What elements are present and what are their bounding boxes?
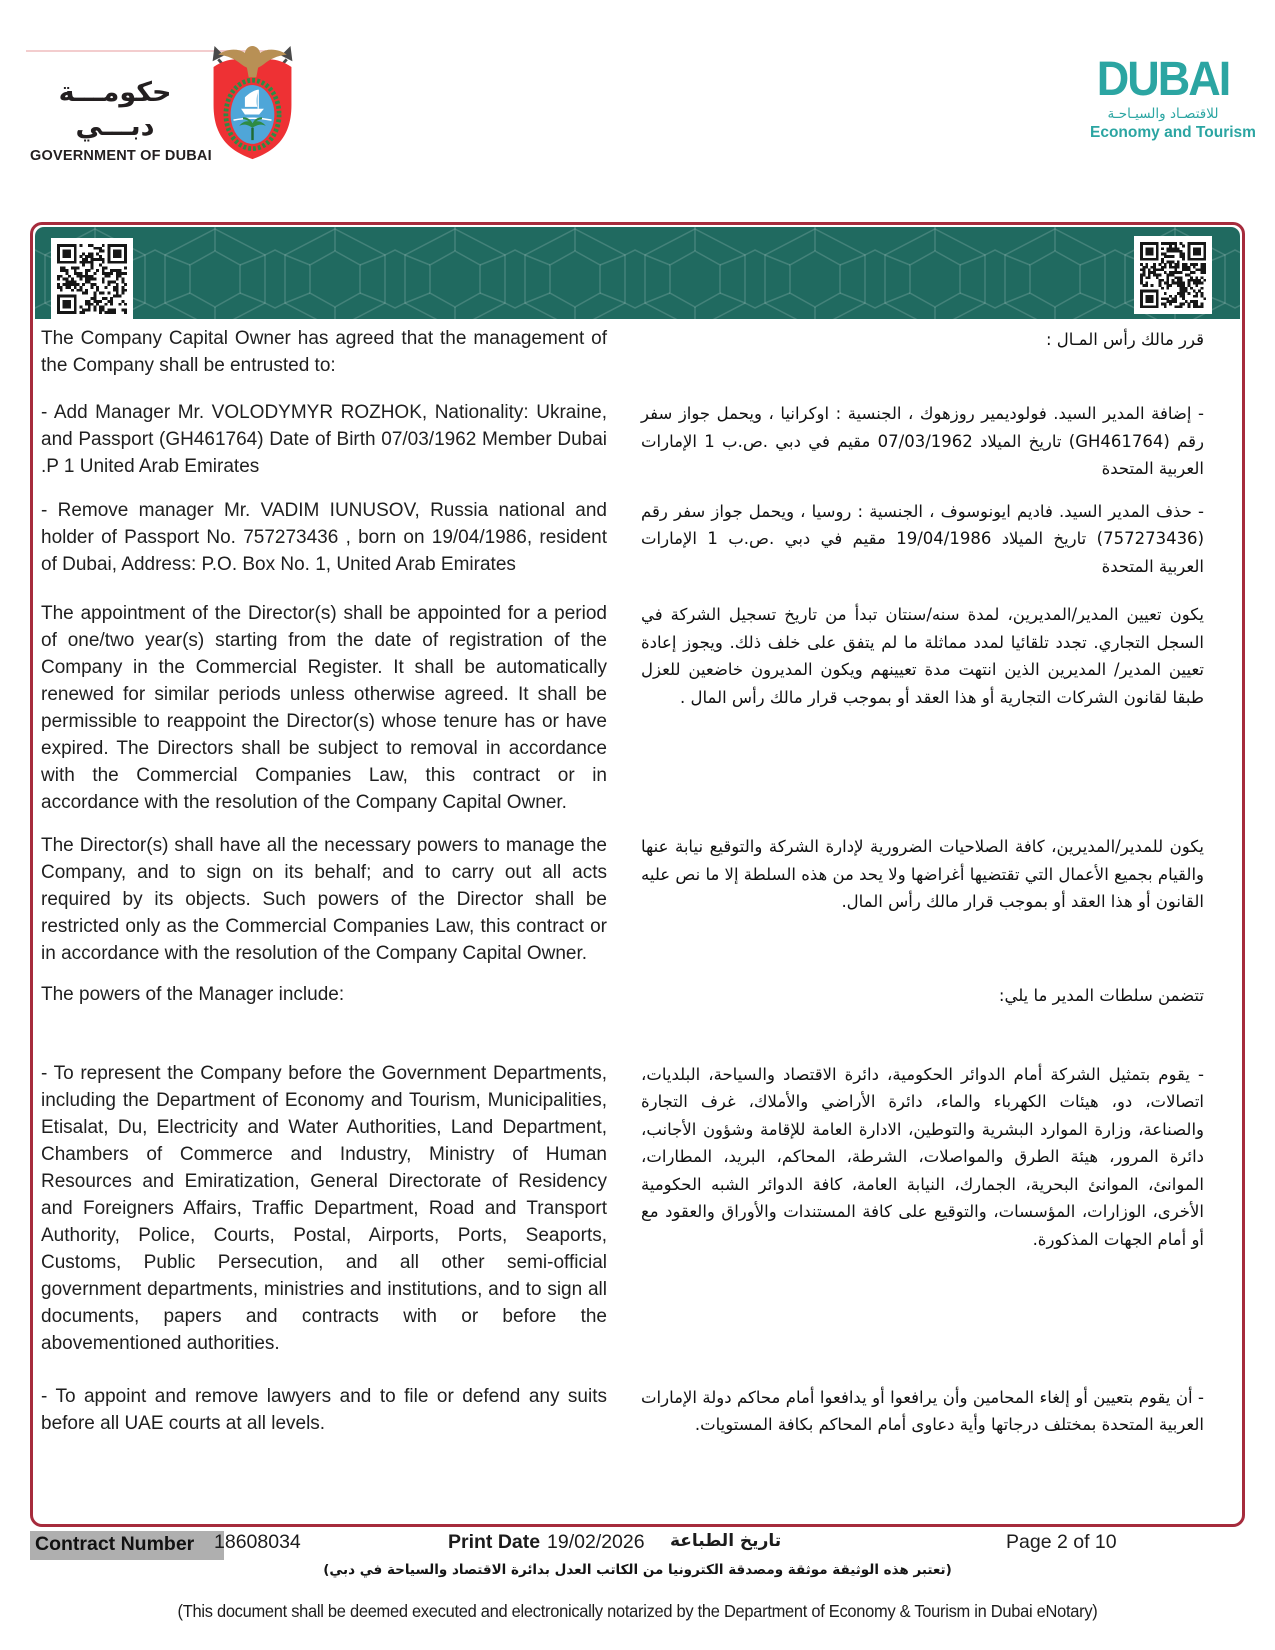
hexagon-pattern-background (35, 227, 1240, 319)
economy-tourism-arabic-text: للاقتصـاد والسيـاحـة (1107, 106, 1219, 122)
clause-row (41, 399, 1204, 483)
dubai-wordmark: DUBAI (1096, 50, 1230, 106)
qr-code-left (51, 238, 133, 319)
notary-note-arabic: (تعتبر هذه الوثيقة موثقة ومصدقة الكترونيا من الكاتب العدل بدائرة الاقتصاد والسياحة في دبي) (323, 1562, 952, 1578)
ar-paragraph-7: - يقوم بتمثيل الشركة أمام الدوائر الحكومية، دائرة الاقتصاد والسياحة، البلديات، اتصالات، دو، هيئات الكهرباء والماء، دائرة الأراضي والأملاك، غرف التجارة والصناعة، وزارة الموارد البشرية والتوطين، الادارة العامة للإقامة وشؤون الأجانب، دائرة المرور، هيئة الطرق والمواصلات، الشرطة، المحاكم، البريد، المطارات، الموانئ، الموانئ البحرية، الجمارك، النيابة العامة، كافة الدوائر الشبه الحكومية الأخرى، الوزارات، المؤسسات، والتوقيع على كافة المستندات والأوراق والعقود مع أو أمام الجهات المذكورة. (641, 1064, 1204, 1249)
en-paragraph-7: - To represent the Company before the Government Departments, including the Department of Economy and Tourism, Municipalities, Etisalat, Du, Electricity and Water Authorities, Land Department, Chambers of Commerce and Industry, Ministry of Human Resources and Emiratization, General Directorate of Residency and Foreigners Affairs, Traffic Department, Road and Transport Authority, Police, Courts, Postal, Airports, Ports, Seaports, Customs, Public Persecution, and all other semi-official government departments, ministries and institutions, and to sign all documents, papers and contracts with or before the abovementioned authorities. (41, 1062, 607, 1354)
notary-note-english: (This document shall be deemed executed and electronically notarized by the Department of Economy & Tourism in Dubai eNotary) (177, 1601, 1098, 1621)
bilingual-content (41, 325, 1204, 1439)
clause-row (41, 600, 1204, 816)
print-date-value: 19/02/2026 (547, 1531, 645, 1553)
government-logo-english-text: GOVERNMENT OF DUBAI (30, 148, 212, 164)
ar-paragraph-6: تتضمن سلطات المدير ما يلي: (998, 986, 1204, 1005)
en-paragraph-2: - Add Manager Mr. VOLODYMYR ROZHOK, Nationality: Ukraine, and Passport (GH461764) Date of Birth 07/03/1962 Member Dubai .P 1 United Arab Emirates (41, 402, 607, 477)
en-paragraph-8: - To appoint and remove lawyers and to file or defend any suits before all UAE courts at all levels. (41, 1385, 607, 1434)
ar-paragraph-3: - حذف المدير السيد. فاديم ايونوسوف ، الجنسية : روسيا ، ويحمل جواز سفر رقم (757273436) تاريخ الميلاد 19/04/1986 مقيم في دبي .ص.ب 1 الإمارات العربية المتحدة (641, 501, 1204, 576)
government-of-dubai-logo (30, 76, 212, 164)
page-footer (30, 1531, 1245, 1561)
economy-and-tourism-logo (1090, 50, 1256, 142)
en-paragraph-4: The appointment of the Director(s) shall be appointed for a period of one/two year(s) starting from the date of registration of the Company in the Commercial Register. It shall be automatically renewed for similar periods unless otherwise agreed. It shall be permissible to reappoint the Director(s) whose tenure has or have expired. The Directors shall be subject to removal in accordance with the Commercial Companies Law, this contract or in accordance with the resolution of the Company Capital Owner. (41, 603, 607, 813)
decorative-teal-banner (35, 227, 1240, 319)
economy-tourism-english-text: Economy and Tourism (1090, 124, 1256, 141)
page-number: Page 2 of 10 (1006, 1531, 1117, 1553)
contract-number-label: Contract Number (30, 1531, 224, 1560)
en-paragraph-5: The Director(s) shall have all the necessary powers to manage the Company, and to sign on its behalf; and to carry out all acts required by its objects. Such powers of the Director shall be restricted only as the Commercial Companies Law, this contract or in accordance with the resolution of the Company Capital Owner. (41, 835, 607, 964)
ar-paragraph-8: - أن يقوم بتعيين أو إلغاء المحامين وأن يرافعوا أو يدافعوا أمام محاكم دولة الإمارات العربية المتحدة بمختلف درجاتها وأية دعاوى أمام المحاكم بكافة المستويات. (641, 1387, 1204, 1434)
page-header (0, 0, 1275, 222)
clause-row (41, 325, 1204, 379)
en-paragraph-6: The powers of the Manager include: (41, 984, 345, 1005)
en-paragraph-3: - Remove manager Mr. VADIM IUNUSOV, Russia national and holder of Passport No. 757273436 , born on 19/04/1986, resident of Dubai, Address: P.O. Box No. 1, United Arab Emirates (41, 499, 607, 575)
ar-paragraph-5: يكون للمدير/المديرين، كافة الصلاحيات الضرورية لإدارة الشركة والتوقيع نيابة عنها والقيام بجميع الأعمال التي تقتضيها أغراضها ولا يحد من هذه السلطة إلا ما نص عليه القانون أو هذا العقد أو بموجب قرار مالك رأس المال. (641, 837, 1204, 911)
dubai-crest-emblem-icon (205, 44, 300, 164)
clause-row (41, 497, 1204, 581)
contract-number-value: 18608034 (214, 1531, 301, 1553)
contract-body-frame (30, 222, 1245, 1527)
clause-row (41, 981, 1204, 1010)
qr-code-right (1134, 236, 1212, 314)
en-paragraph-1: The Company Capital Owner has agreed that the management of the Company shall be entrusted to: (41, 328, 607, 376)
print-date-label: Print Date (448, 1531, 541, 1553)
print-date-label-arabic: تاريخ الطباعة (670, 1531, 782, 1551)
government-logo-arabic-text: حكومـــة دبـــي (58, 77, 172, 142)
ar-paragraph-2: - إضافة المدير السيد. فولوديمير روزهوك ، الجنسية : اوكرانيا ، ويحمل جواز سفر رقم (GH461764) تاريخ الميلاد 07/03/1962 مقيم في دبي .ص.ب 1 الإمارات العربية المتحدة (641, 404, 1204, 478)
ar-paragraph-1: قرر مالك رأس المـال : (1046, 330, 1204, 349)
clause-row (41, 1060, 1204, 1357)
clause-row (41, 832, 1204, 967)
clause-row (41, 1383, 1204, 1439)
ar-paragraph-4: يكون تعيين المدير/المديرين، لمدة سنه/سنتان تبدأ من تاريخ تسجيل الشركة في السجل التجاري. تجدد تلقائيا لمدد مماثلة ما لم يتفق على خلف ذلك. ويجوز إعادة تعيين المدير/ المديرين الذين انتهت مدة تعيينهم ويكون المديرون خاضعين للعزل طبقا لقانون الشركات التجارية أو هذا العقد أو بموجب قرار مالك رأس المال . (641, 605, 1204, 707)
